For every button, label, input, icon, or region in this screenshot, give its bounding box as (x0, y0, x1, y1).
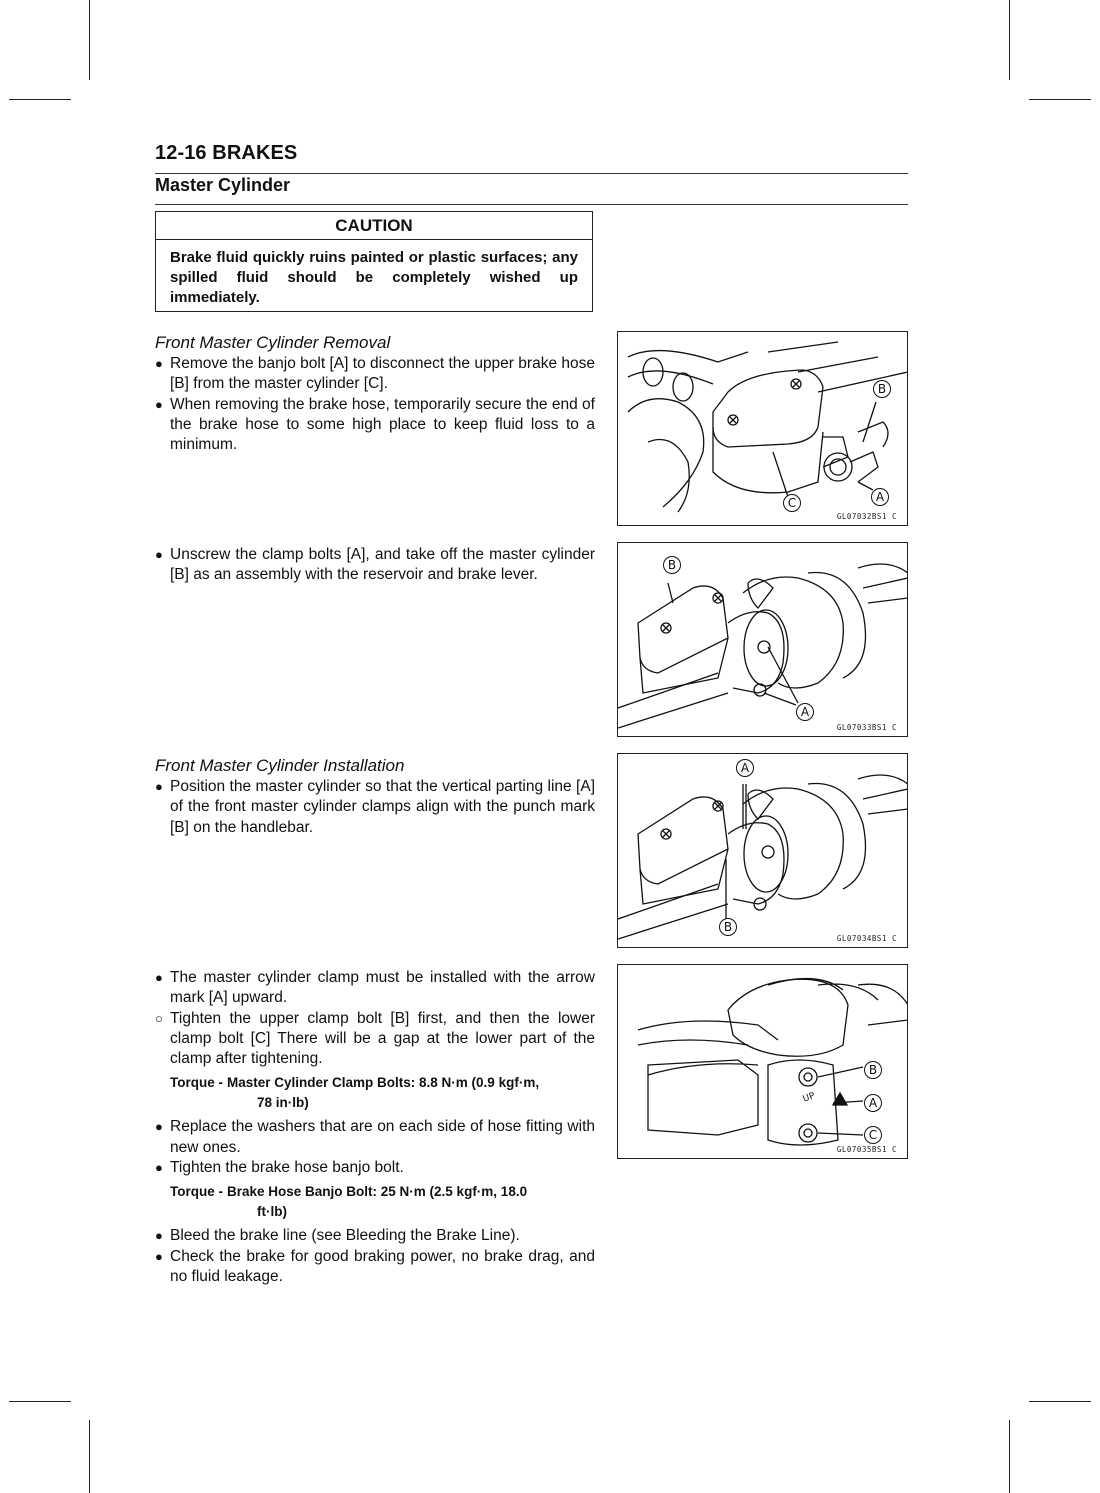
header-rule (155, 173, 908, 174)
torque-value: Master Cylinder Clamp Bolts: 8.8 N·m (0.9 kgf·m, (227, 1075, 540, 1091)
callout-c: C (864, 1126, 882, 1144)
crop-mark (9, 99, 71, 100)
list-item: ● Unscrew the clamp bolts [A], and take off the master cylinder [B] as an assembly with the reservoir and brake lever. (155, 546, 595, 584)
bullet-icon: ● (155, 779, 163, 794)
bullet-icon: ● (155, 1119, 163, 1135)
section-title: Master Cylinder (155, 175, 291, 195)
callout-a: A (871, 488, 889, 506)
caution-text: Brake fluid quickly ruins painted or plastic surfaces; any spilled fluid should be completely wished up immediately. (170, 249, 578, 306)
torque-value-cont: ft·lb) (257, 1204, 287, 1220)
installation-steps-2 (155, 968, 595, 1287)
callout-b: B (864, 1061, 882, 1079)
torque-value-cont: 78 in·lb) (257, 1095, 309, 1111)
figure-illustration (618, 332, 908, 526)
removal-steps (155, 354, 595, 455)
torque-label: Torque - (170, 1184, 223, 1200)
torque-spec (170, 1182, 595, 1202)
bullet-icon: ● (155, 396, 163, 412)
bullet-icon: ● (155, 1228, 163, 1244)
callout-b: B (873, 380, 891, 398)
installation-steps (155, 777, 595, 838)
callout-b: B (719, 918, 737, 936)
list-item: ● Tighten the brake hose banjo bolt. (155, 1158, 595, 1178)
crop-mark (1009, 0, 1010, 80)
list-item: ● Position the master cylinder so that the vertical parting line [A] of the front master cylinder clamps align with the punch mark [B] on the handlebar. (155, 778, 595, 836)
figure-code: GL07032BS1 C (836, 512, 897, 521)
crop-mark (1009, 1420, 1010, 1493)
figure-parting-line (617, 753, 908, 948)
torque-label: Torque - (170, 1075, 223, 1091)
bullet-icon: ● (155, 547, 163, 562)
figure-clamp-bolts (617, 542, 908, 737)
removal-steps-2 (155, 545, 595, 586)
callout-a: A (796, 703, 814, 721)
bullet-icon: ● (155, 1248, 163, 1264)
list-item: ● Bleed the brake line (see Bleeding the Brake Line). (155, 1226, 595, 1246)
caution-title: CAUTION (156, 212, 592, 240)
crop-mark (89, 1420, 90, 1493)
torque-spec (170, 1073, 595, 1093)
list-item: ● When removing the brake hose, temporarily secure the end of the brake hose to some high place to keep fluid loss to a minimum. (155, 395, 595, 454)
list-item: ○ Tighten the upper clamp bolt [B] first, and then the lower clamp bolt [C] There will be a gap at the lower part of the clamp after tightening. (155, 1009, 595, 1068)
bullet-icon: ● (155, 1160, 163, 1176)
hollow-bullet-icon: ○ (155, 1010, 163, 1026)
crop-mark (89, 0, 90, 80)
figure-code: GL07034BS1 C (836, 934, 897, 943)
list-item: ● The master cylinder clamp must be installed with the arrow mark [A] upward. (155, 969, 595, 1007)
figure-illustration (618, 543, 908, 737)
bullet-icon: ● (155, 970, 163, 985)
section-rule (155, 204, 908, 205)
callout-b: B (663, 556, 681, 574)
callout-c: C (783, 494, 801, 512)
figure-code: GL07033BS1 C (836, 723, 897, 732)
torque-value: Brake Hose Banjo Bolt: 25 N·m (2.5 kgf·m, 18.0 (227, 1184, 528, 1200)
callout-a: A (736, 759, 754, 777)
figure-code: GL07035BS1 C (836, 1145, 897, 1154)
up-mark-text: UP (801, 1091, 817, 1105)
figure-arrow-mark (617, 964, 908, 1159)
list-item: ● Remove the banjo bolt [A] to disconnect the upper brake hose [B] from the master cylinder [C]. (155, 355, 595, 393)
bullet-icon: ● (155, 356, 163, 371)
removal-heading: Front Master Cylinder Removal (155, 333, 391, 352)
crop-mark (1029, 1401, 1091, 1402)
page-title: 12-16 BRAKES (155, 142, 298, 164)
crop-mark (9, 1401, 71, 1402)
caution-box (155, 211, 593, 312)
figure-illustration (618, 754, 908, 948)
list-item: ● Check the brake for good braking power, no brake drag, and no fluid leakage. (155, 1247, 595, 1285)
callout-a: A (864, 1094, 882, 1112)
figure-banjo-bolt (617, 331, 908, 526)
installation-heading: Front Master Cylinder Installation (155, 756, 405, 775)
list-item: ● Replace the washers that are on each side of hose fitting with new ones. (155, 1118, 595, 1156)
crop-mark (1029, 99, 1091, 100)
